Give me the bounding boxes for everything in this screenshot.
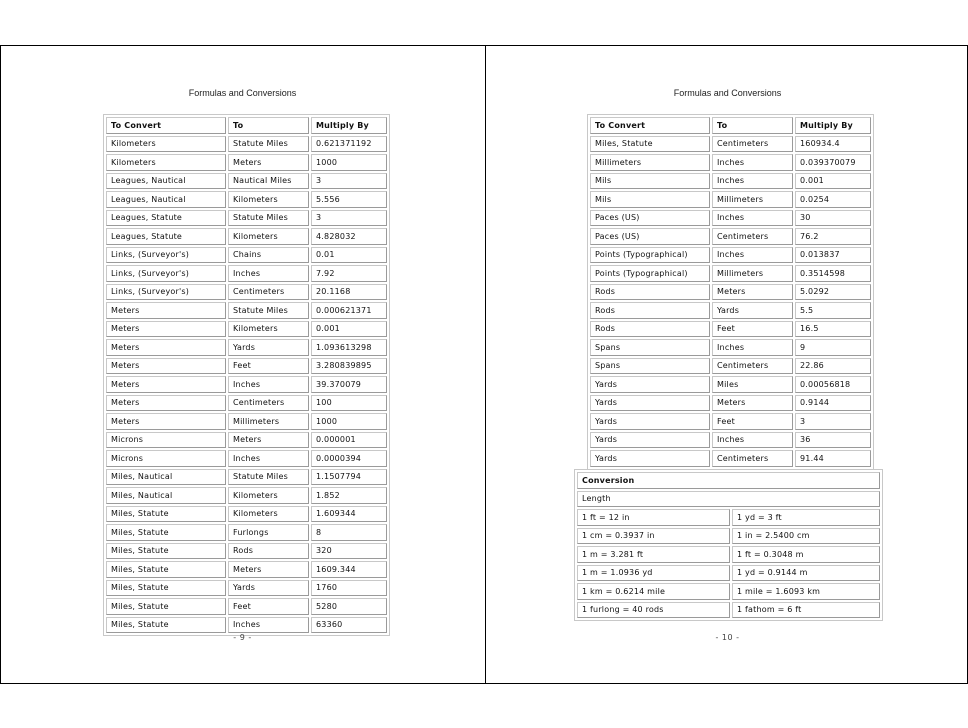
table-cell: 5280 [311,598,387,615]
table-row [106,136,387,153]
table-row [106,339,387,356]
table-row [106,617,387,634]
table-cell: Leagues, Nautical [106,191,226,208]
table-cell: Statute Miles [228,136,309,153]
column-header-to: To [228,117,309,134]
table-cell: 100 [311,395,387,412]
table-cell: 0.01 [311,247,387,264]
table-cell: 0.013837 [795,247,871,264]
table-cell: Yards [712,302,793,319]
table-row [106,450,387,467]
table-row [590,247,871,264]
table-cell: Rods [590,284,710,301]
table-row [106,154,387,171]
table-cell: 3 [311,210,387,227]
table-cell: 0.000001 [311,432,387,449]
table-cell: Spans [590,339,710,356]
column-header-to-convert: To Convert [590,117,710,134]
table-row [577,602,880,619]
table-cell: 5.0292 [795,284,871,301]
conversion-table-left [103,114,390,636]
column-header-multiply-by: Multiply By [311,117,387,134]
table-row [106,302,387,319]
table-cell: 1000 [311,413,387,430]
table-row [590,302,871,319]
table-cell: 0.0254 [795,191,871,208]
table-cell: Paces (US) [590,228,710,245]
table-cell: 320 [311,543,387,560]
table-cell: Inches [228,376,309,393]
table-cell: 1 mile = 1.6093 km [732,583,880,600]
table-cell: Rods [228,543,309,560]
table-cell: Meters [106,302,226,319]
column-header-to: To [712,117,793,134]
table-cell: Links, (Surveyor's) [106,284,226,301]
table-cell: Yards [228,580,309,597]
page-title: Formulas and Conversions [188,88,297,98]
table-cell: Points (Typographical) [590,265,710,282]
table-cell: 0.621371192 [311,136,387,153]
table-row [106,321,387,338]
table-row [590,284,871,301]
table-cell: Inches [228,450,309,467]
table-header-row [577,472,880,489]
table-cell: 1 yd = 0.9144 m [732,565,880,582]
table-cell: 36 [795,432,871,449]
table-cell: Centimeters [712,450,793,467]
table-row [106,543,387,560]
table-cell: 1.1507794 [311,469,387,486]
table-cell: Miles, Statute [106,617,226,634]
table-cell: 20.1168 [311,284,387,301]
table-cell: Meters [712,395,793,412]
table-body [577,509,880,618]
table-cell: Leagues, Statute [106,210,226,227]
table-cell: Yards [590,395,710,412]
table-cell: 9 [795,339,871,356]
table-cell: Miles, Statute [106,543,226,560]
table-row [590,321,871,338]
table-cell: Spans [590,358,710,375]
table-row [577,583,880,600]
table-cell: Feet [712,321,793,338]
table-header-row [590,117,871,134]
table-cell: Meters [228,561,309,578]
table-cell: Inches [712,154,793,171]
table-cell: Kilometers [228,506,309,523]
table-row [590,376,871,393]
table-cell: 7.92 [311,265,387,282]
page-number: - 9 - [233,633,252,642]
table-cell: 1 in = 2.5400 cm [732,528,880,545]
table-cell: Yards [590,376,710,393]
table-cell: Kilometers [228,487,309,504]
table-cell: Meters [106,358,226,375]
table-cell: 1 ft = 12 in [577,509,730,526]
table-cell: Links, (Surveyor's) [106,247,226,264]
table-cell: Feet [228,598,309,615]
table-cell: Statute Miles [228,302,309,319]
table-row [106,506,387,523]
table-cell: 4.828032 [311,228,387,245]
table-cell: Leagues, Statute [106,228,226,245]
table-cell: Millimeters [228,413,309,430]
table-cell: 3 [795,413,871,430]
table-row [106,210,387,227]
table-row [590,358,871,375]
table-cell: Furlongs [228,524,309,541]
table-cell: Miles, Nautical [106,469,226,486]
table-row [590,450,871,467]
column-header-to-convert: To Convert [106,117,226,134]
table-cell: 30 [795,210,871,227]
table-cell: Kilometers [228,191,309,208]
table-row [106,561,387,578]
table-cell: Leagues, Nautical [106,173,226,190]
table-cell: Miles, Nautical [106,487,226,504]
table-cell: 0.001 [311,321,387,338]
table-cell: Inches [712,432,793,449]
table-row [106,432,387,449]
table-cell: Rods [590,302,710,319]
table-cell: 8 [311,524,387,541]
column-header-multiply-by: Multiply By [795,117,871,134]
table-cell: Millimeters [590,154,710,171]
table-cell: 1.609344 [311,506,387,523]
table-row [106,580,387,597]
table-cell: 0.039370079 [795,154,871,171]
table-cell: Yards [590,413,710,430]
table-cell: Meters [106,413,226,430]
table-row [106,395,387,412]
table-row [590,136,871,153]
table-cell: Meters [106,376,226,393]
table-row [590,228,871,245]
table-row [106,469,387,486]
table-row [106,524,387,541]
table-cell: 5.5 [795,302,871,319]
table-cell: Kilometers [228,228,309,245]
table-cell: Meters [228,154,309,171]
table-cell: 91.44 [795,450,871,467]
table-cell: 0.0000394 [311,450,387,467]
table-cell: Chains [228,247,309,264]
table-cell: 1 fathom = 6 ft [732,602,880,619]
table-row [590,154,871,171]
table-row [106,284,387,301]
conversion-table-right [587,114,874,470]
page-number: - 10 - [715,633,740,642]
table-cell: Feet [228,358,309,375]
table-row [590,265,871,282]
table-row [106,265,387,282]
page-9 [1,46,484,683]
table-cell: 1609.344 [311,561,387,578]
table-cell: 1.852 [311,487,387,504]
table-cell: Centimeters [712,358,793,375]
table-cell: Mils [590,191,710,208]
table-cell: Inches [228,617,309,634]
table-row [590,395,871,412]
table-row [106,413,387,430]
table-row [590,432,871,449]
table-body [590,136,871,467]
table-cell: 76.2 [795,228,871,245]
table-cell: Inches [712,210,793,227]
table-header-row [106,117,387,134]
conversion-header: Conversion [577,472,880,489]
table-cell: Meters [106,321,226,338]
table-cell: Kilometers [106,154,226,171]
table-cell: Inches [712,173,793,190]
document-spread [0,45,968,684]
table-row [106,173,387,190]
table-cell: Yards [590,432,710,449]
table-cell: 1 cm = 0.3937 in [577,528,730,545]
table-cell: Inches [228,265,309,282]
length-subheader: Length [577,491,880,508]
table-row [106,228,387,245]
table-row [106,247,387,264]
table-cell: Paces (US) [590,210,710,227]
table-cell: 160934.4 [795,136,871,153]
table-row [577,565,880,582]
table-cell: Miles, Statute [106,580,226,597]
table-row [106,598,387,615]
table-cell: 3 [311,173,387,190]
table-row [577,528,880,545]
table-cell: Inches [712,247,793,264]
table-row [590,413,871,430]
table-cell: Yards [228,339,309,356]
table-row [577,509,880,526]
table-cell: Millimeters [712,191,793,208]
table-row [590,173,871,190]
table-cell: Meters [712,284,793,301]
table-cell: 0.9144 [795,395,871,412]
table-row [106,191,387,208]
table-cell: 1 m = 3.281 ft [577,546,730,563]
table-cell: 1760 [311,580,387,597]
table-cell: Microns [106,432,226,449]
table-cell: Miles, Statute [106,561,226,578]
table-cell: 1 km = 0.6214 mile [577,583,730,600]
table-cell: Feet [712,413,793,430]
table-cell: Nautical Miles [228,173,309,190]
table-cell: 22.86 [795,358,871,375]
table-row [106,358,387,375]
table-cell: Miles, Statute [106,598,226,615]
table-cell: 1 m = 1.0936 yd [577,565,730,582]
table-cell: Points (Typographical) [590,247,710,264]
table-body [106,136,387,634]
table-cell: Meters [106,395,226,412]
table-cell: Links, (Surveyor's) [106,265,226,282]
table-cell: Yards [590,450,710,467]
table-cell: Statute Miles [228,469,309,486]
page-title: Formulas and Conversions [673,88,782,98]
table-cell: Rods [590,321,710,338]
table-cell: Miles, Statute [106,524,226,541]
table-cell: 3.280839895 [311,358,387,375]
table-cell: Meters [228,432,309,449]
table-cell: 1000 [311,154,387,171]
length-conversion-table [574,469,883,621]
table-cell: Centimeters [228,395,309,412]
table-cell: 1.093613298 [311,339,387,356]
table-cell: Miles, Statute [106,506,226,523]
table-cell: 0.00056818 [795,376,871,393]
table-cell: Miles [712,376,793,393]
table-row [577,546,880,563]
table-cell: 1 ft = 0.3048 m [732,546,880,563]
table-cell: 0.3514598 [795,265,871,282]
table-cell: 1 furlong = 40 rods [577,602,730,619]
table-cell: 5.556 [311,191,387,208]
table-cell: 0.000621371 [311,302,387,319]
table-row [590,191,871,208]
table-cell: Kilometers [228,321,309,338]
table-row [106,376,387,393]
table-cell: Mils [590,173,710,190]
table-cell: Kilometers [106,136,226,153]
table-cell: Miles, Statute [590,136,710,153]
table-cell: 63360 [311,617,387,634]
table-row [590,210,871,227]
table-row [590,339,871,356]
table-cell: Millimeters [712,265,793,282]
table-cell: 0.001 [795,173,871,190]
table-cell: Centimeters [712,136,793,153]
table-cell: Centimeters [228,284,309,301]
table-cell: Meters [106,339,226,356]
table-subheader-row [577,491,880,508]
table-cell: Inches [712,339,793,356]
table-cell: Microns [106,450,226,467]
table-cell: Centimeters [712,228,793,245]
table-row [106,487,387,504]
table-cell: 1 yd = 3 ft [732,509,880,526]
table-cell: 16.5 [795,321,871,338]
table-cell: 39.370079 [311,376,387,393]
table-cell: Statute Miles [228,210,309,227]
